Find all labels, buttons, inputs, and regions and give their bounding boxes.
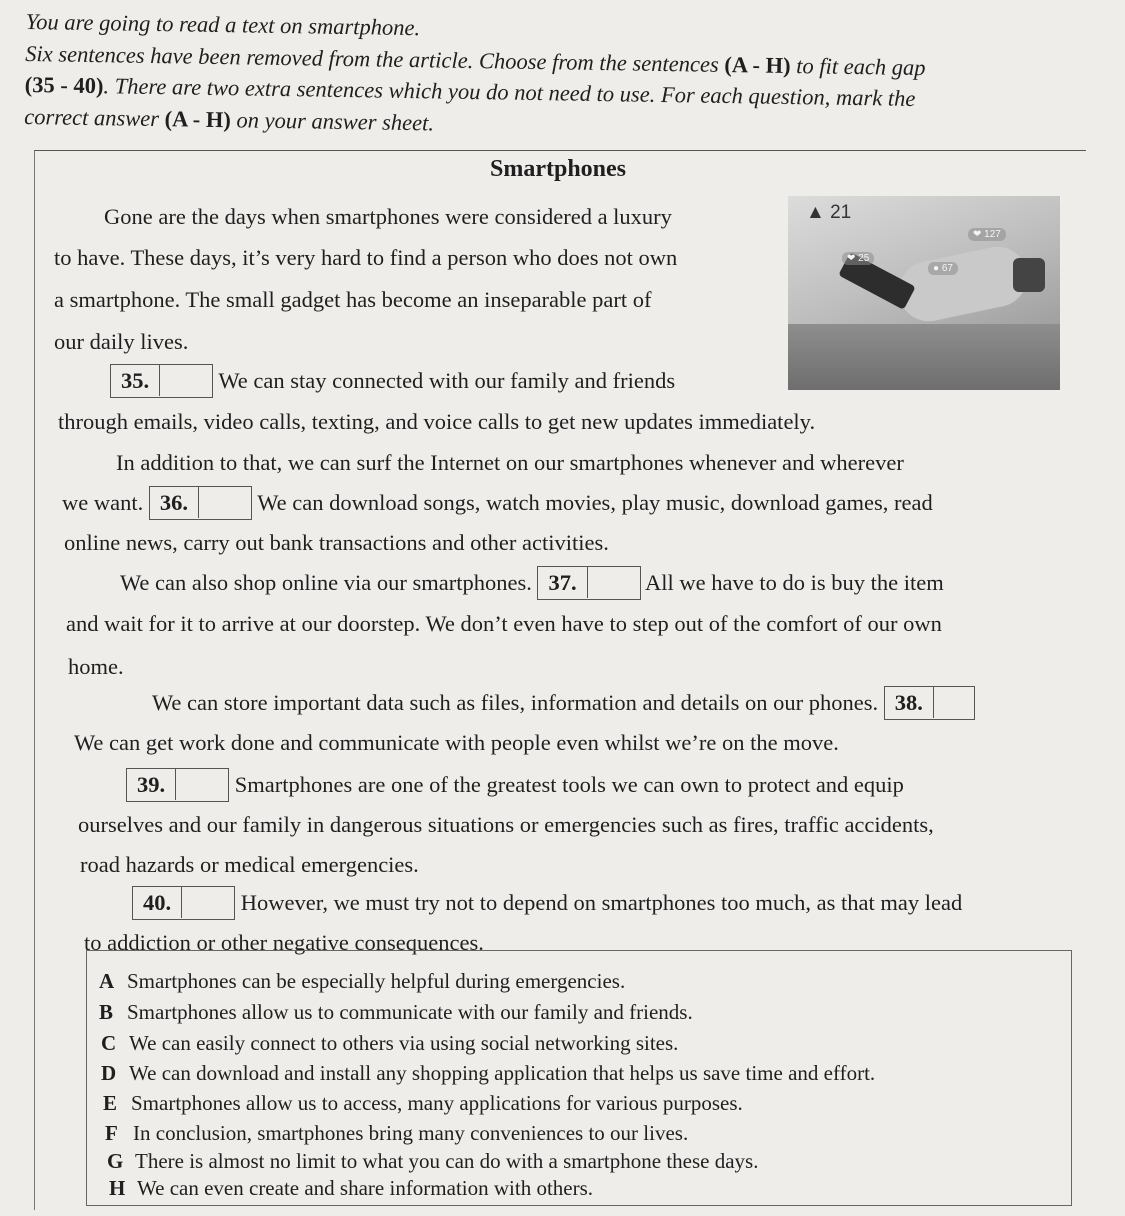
answer-box[interactable] [934,687,974,718]
option-text: We can download and install any shopping application that helps us save time and effort. [129,1061,876,1085]
gap-number: 38. [885,687,934,718]
article-line: Gone are the days when smartphones were considered a luxury [104,204,672,229]
instruction-range: (35 - 40) [24,71,104,99]
photo-bubble-count: 127 [984,229,1001,240]
instruction-text: Six sentences have been removed from the article. Choose from the sentences [25,40,725,77]
gap-39[interactable] [126,768,229,802]
article-line: We can get work done and communicate with people even whilst we’re on the move. [74,730,839,755]
option-text: We can easily connect to others via using social networking sites. [129,1031,679,1055]
photo-likes: ▲ 21 [806,202,852,223]
option-letter: B [99,1000,114,1024]
photo-bubble: ❤ 127 [968,228,1006,241]
photo-hand [893,241,1033,327]
article-line [132,888,962,922]
photo-bubble-count: 25 [858,253,870,264]
gap-number: 37. [538,567,587,598]
option-letter: D [101,1061,117,1085]
article-text: However, we must try not to depend on smartphones too much, as that may lead [240,890,963,916]
article-text: We can store important data such as files, information and details on our phones. [152,690,879,716]
photo-watch [1013,258,1045,292]
photo-bubble: ❤ 25 [842,252,874,265]
option-letter: F [105,1121,118,1145]
option-letter: E [103,1091,118,1115]
option-letter: H [109,1176,126,1200]
option-text: Smartphones can be especially helpful during emergencies. [127,969,626,993]
gap-number: 35. [111,365,160,396]
instruction-text: . There are two extra sentences which you do not need to use. For each question, mark the [103,73,916,111]
article-line: In addition to that, we can surf the Internet on our smartphones whenever and wherever [116,450,904,475]
answer-box[interactable] [182,887,234,918]
article-title: Smartphones [490,156,627,182]
article-line: our daily lives. [54,329,189,354]
instruction-range: (A - H) [164,105,232,132]
article-text: All we have to do is buy the item [645,570,944,596]
photo-likes-count: 21 [830,202,852,223]
answer-box[interactable] [160,365,212,396]
article-line: to have. These days, it’s very hard to find a person who does not own [54,245,678,270]
gap-37[interactable] [537,566,640,600]
answer-box[interactable] [176,769,228,800]
article-line: ourselves and our family in dangerous situations or emergencies such as fires, traffic accidents, [78,812,934,837]
instruction-line-1: You are going to read a text on smartphone. [25,8,421,41]
article-text: we want. [62,490,144,516]
gap-36[interactable] [149,486,252,520]
photo-bubble-count: 67 [941,263,953,274]
gap-number: 36. [150,487,199,518]
option-f[interactable] [105,1121,688,1146]
article-line: home. [68,654,124,679]
answer-box[interactable] [199,487,251,518]
article-line [120,568,944,602]
article-text: We can also shop online via our smartphones. [120,570,532,596]
option-text: Smartphones allow us to communicate with our family and friends. [127,1000,693,1024]
option-h[interactable] [109,1176,593,1201]
option-g[interactable] [107,1149,758,1174]
article-text: We can download songs, watch movies, play music, download games, read [257,490,933,516]
article-line: to addiction or other negative consequences. [84,930,484,955]
article-line: through emails, video calls, texting, and voice calls to get new updates immediately. [58,409,816,434]
option-a[interactable] [99,969,625,994]
option-letter: G [107,1149,124,1173]
gap-number: 40. [133,887,182,918]
option-letter: A [99,969,115,993]
instruction-range: (A - H) [724,51,791,78]
photo-bubble: ● 67 [928,262,958,275]
instruction-text: on your answer sheet. [230,106,435,135]
article-line [110,366,675,400]
option-text: We can even create and share information with others. [137,1176,594,1200]
article-text: We can stay connected with our family and friends [218,368,676,394]
option-e[interactable] [103,1091,743,1116]
option-c[interactable] [101,1031,678,1056]
option-text: Smartphones allow us to access, many applications for various purposes. [131,1091,743,1115]
article-line: a smartphone. The small gadget has become an inseparable part of [54,287,652,312]
photo-table [788,324,1060,390]
option-text: In conclusion, smartphones bring many conveniences to our lives. [133,1121,689,1145]
option-letter: C [101,1031,117,1055]
article-line [126,770,904,804]
article-line [62,488,933,522]
article-line: and wait for it to arrive at our doorstep. We don’t even have to step out of the comfort of our own [66,611,942,636]
article-line [152,688,975,722]
options-box [86,950,1072,1206]
instructions [24,6,1096,149]
gap-number: 39. [127,769,176,800]
smartphone-photo [788,196,1060,390]
article-line: road hazards or medical emergencies. [80,852,419,877]
answer-box[interactable] [588,567,640,598]
gap-38[interactable] [884,686,975,720]
article-text: Smartphones are one of the greatest tools we can own to protect and equip [234,772,904,798]
option-b[interactable] [99,1000,693,1025]
gap-40[interactable] [132,886,235,920]
instruction-text: to fit each gap [790,52,926,80]
option-d[interactable] [101,1061,875,1086]
instruction-text: correct answer [24,103,165,131]
option-text: There is almost no limit to what you can do with a smartphone these days. [135,1149,759,1173]
article-line: online news, carry out bank transactions and other activities. [64,530,609,555]
gap-35[interactable] [110,364,213,398]
